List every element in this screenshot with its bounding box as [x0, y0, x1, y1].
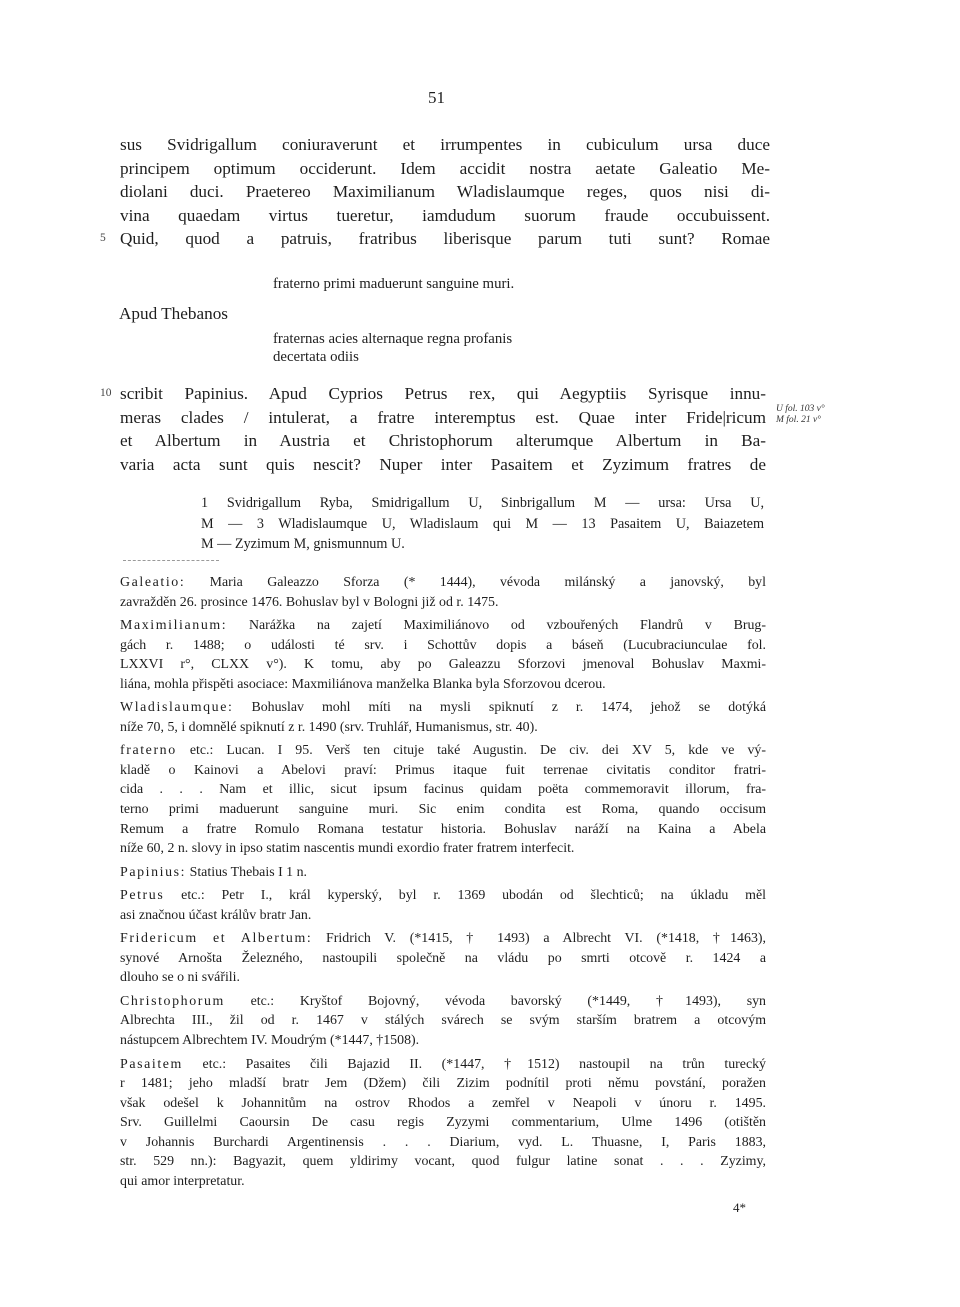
note-text: str. 529 nn.): Bagyazit, quem yldirimy vocant, quod fulgur latine sonat . . . Zyzimy, — [120, 1154, 766, 1170]
note-lemma: fraterno — [120, 743, 177, 759]
note-text: terno primi maduerunt sanguine muri. Sic enim condita est Roma, quando occisum — [120, 802, 766, 818]
note-lemma: Fridericum et Albertum: — [120, 931, 313, 947]
note-entry — [120, 992, 766, 1051]
note-entry — [120, 1055, 766, 1192]
line-text: sus Svidrigallum coniuraverunt et irrumpentes in cubiculum ursa duce — [120, 135, 770, 154]
note-text: asi značnou účast králův bratr Jan. — [120, 907, 312, 923]
margin-folio-note: U fol. 103 v° — [776, 404, 825, 414]
note-text: zavražděn 26. prosince 1476. Bohuslav byl v Bologni již od r. 1475. — [120, 594, 499, 610]
text-line — [120, 429, 766, 453]
note-entry — [120, 573, 766, 612]
line-text: principem optimum occiderunt. Idem accidit nostra aetate Galeatio Me- — [120, 158, 770, 178]
main-text-block — [100, 133, 770, 251]
note-text: Fridrich V. (*1415, † 1493) a Albrecht VI. (*1418, †1463), — [312, 931, 766, 947]
note-text: však odešel k Johannitům na ostrov Rhodos a zemřel v Neapoli v únoru r. 1495. — [120, 1095, 766, 1111]
text-line — [120, 133, 770, 157]
line-number: 5 — [100, 232, 106, 245]
note-lemma: Papinius: — [120, 864, 187, 880]
line-text: diolani duci. Praetereo Maximilianum Wladislaumque reges, quos nisi di- — [120, 182, 770, 202]
note-text: liána, mohla přispěti asociace: Maxmiliánova manželka Blanka byla Sforzovou dcerou. — [120, 676, 606, 692]
notes-divider — [123, 560, 219, 561]
line-number: 10 — [100, 387, 112, 399]
note-entry — [120, 863, 766, 883]
note-lemma: Galeatio: — [120, 575, 186, 590]
note-text: níže 60, 2 n. slovy in ipso statim nascentis mundi exordio frater fratrem interfecit. — [120, 841, 575, 857]
main-text-block-2 — [100, 382, 766, 476]
quote-line: fraterno primi maduerunt sanguine muri. — [273, 276, 515, 292]
note-text: r 1481; jeho mladší bratr Jem (Džem) čili Zizim podnítil proti němu povstání, poražen — [120, 1076, 766, 1092]
note-text: níže 70, 5, i domnělé spiknutí z r. 1490 (srv. Truhlář, Humanismus, str. 40). — [120, 719, 538, 735]
note-text: etc.: Lucan. I 95. Verš ten cituje také Augustin. De civ. dei XV 5, kde ve vý- — [176, 743, 766, 759]
page-number: 51 — [428, 88, 445, 107]
note-text: etc.: Pasaites čili Bajazid II. (*1447, †1512) nastoupil na trůn turecký — [182, 1056, 766, 1072]
note-text: v Johannis Burchardi Argentinensis . . . Diarium, vyd. L. Thuasne, I, Paris 1883, — [120, 1134, 766, 1150]
text-line — [120, 406, 766, 430]
note-text: Albrechta III., žil od r. 1467 v stálých svárech se svým starším bratrem a otcovým — [120, 1013, 766, 1029]
note-text: nástupcem Albrechtem IV. Moudrým (*1447, †1508). — [120, 1033, 420, 1049]
apparatus-line: 1 Svidrigallum Ryba, Smidrigallum U, Sinbrigallum M — ursa: Ursa U, — [201, 495, 764, 511]
commentary-notes — [120, 573, 766, 1191]
line-text: scribit Papinius. Apud Cyprios Petrus rex, qui Aegyptiis Syrisque innu- — [120, 384, 766, 403]
line-text: et Albertum in Austria et Christophorum alterumque Albertum in Ba- — [120, 431, 766, 451]
note-entry — [120, 929, 766, 988]
note-text: Bohuslav mohl míti na mysli spiknutí z r. 1474, jehož se dotýká — [233, 700, 766, 716]
note-lemma: Christophorum — [120, 993, 225, 1009]
note-lemma: Petrus — [120, 888, 165, 904]
text-line — [120, 180, 770, 204]
note-text: Maria Galeazzo Sforza (* 1444), vévoda milánský a janovský, byl — [185, 575, 766, 590]
note-entry — [120, 741, 766, 858]
apparatus-line: M — 3 Wladislaumque U, Wladislaum qui M — 13 Pasaitem U, Baiazetem — [201, 515, 764, 532]
text-line — [120, 204, 770, 228]
text-line — [100, 382, 766, 406]
line-text: meras clades / intulerat, a fratre interemptus est. Quae inter Fride|ricum — [120, 407, 766, 427]
note-text: etc.: Kryštof Bojovný, vévoda bavorský (*1449, †1493), syn — [224, 993, 766, 1009]
note-lemma: Wladislaumque: — [120, 700, 234, 716]
note-entry — [120, 698, 766, 737]
note-text: dlouho se o ni svářili. — [120, 970, 240, 986]
note-text: Remum a fratre Romulo Romana testatur historia. Bohuslav naráží na Kaina a Abela — [120, 821, 766, 837]
note-text: Srv. Guillelmi Caoursin De casu regis Zyzymi commentarium, Ulme 1496 (otištěn — [120, 1115, 766, 1131]
apparatus-line: M — Zyzimum M, gnismunnum U. — [201, 536, 405, 552]
quote-line: fraternas acies alternaque regna profanis — [273, 331, 513, 347]
note-text: gách r. 1488; o události té srv. i Schottův dopis a báseň (Lucubraciunculae fol. — [120, 637, 766, 653]
line-text: varia acta sunt quis nescit? Nuper inter Pasaitem et Zyzimum fratres de — [120, 454, 766, 474]
note-text: Statius Thebais I 1 n. — [186, 864, 308, 880]
note-text: cida . . . Nam et illic, sicut ipsum facinus quidam poëta commemoravit illorum, fra- — [120, 782, 766, 798]
note-text: kladě o Kainovi a Abelovi praví: Primus itaque fuit terrenae civitatis conditor fratri- — [120, 762, 766, 778]
note-entry — [120, 616, 766, 694]
critical-apparatus — [201, 493, 764, 555]
note-text: synové Arnošta Železného, nastoupili společně na vládu po smrti otcově r. 1424 a — [120, 950, 766, 966]
note-text: LXXVI r°, CLXX v°). K tomu, aby po Galeazzu Sforzovi jmenoval Bohuslav Maxmi- — [120, 657, 766, 673]
note-text: Narážka na zajetí Maximiliánovo od vzbouřených Flandrů v Brug- — [227, 618, 766, 634]
quote-line: decertata odiis — [273, 349, 359, 365]
note-text: qui amor interpretatur. — [120, 1173, 245, 1189]
line-text: vina quaedam virtus tueretur, iamdudum suorum fraude occubuissent. — [120, 205, 770, 225]
text-line — [120, 157, 770, 181]
line-text: Quid, quod a patruis, fratribus liberisque parum tuti sunt? Romae — [120, 229, 770, 249]
note-entry — [120, 886, 766, 925]
text-line — [120, 453, 766, 477]
note-text: etc.: Petr I., král kyperský, byl r. 1369 ubodán od šlechticů; na úkladu měl — [164, 888, 766, 904]
printer-signature: 4* — [733, 1200, 746, 1215]
text-line — [100, 227, 770, 251]
margin-folio-note: M fol. 21 v° — [776, 415, 821, 425]
quote-label: Apud Thebanos — [119, 304, 228, 323]
note-lemma: Pasaitem — [120, 1056, 183, 1072]
note-lemma: Maximilianum: — [120, 618, 228, 634]
